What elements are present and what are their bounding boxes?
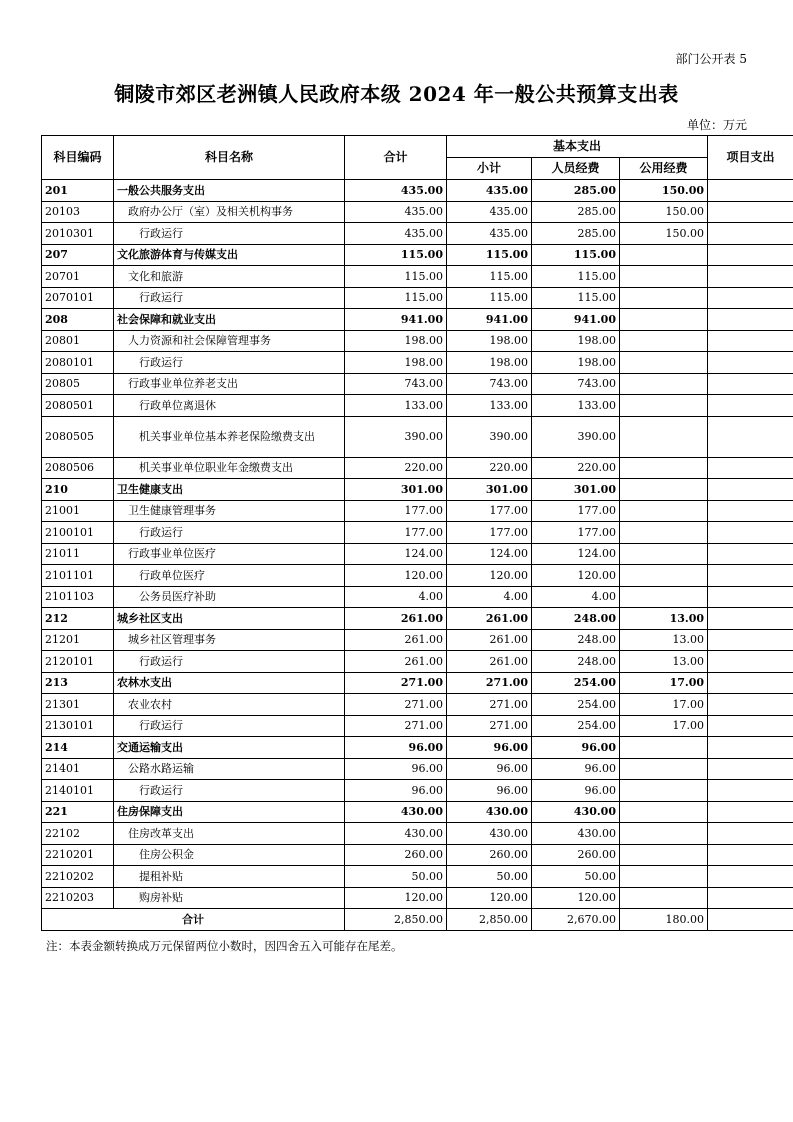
subtotal-cell: 50.00 <box>447 866 532 888</box>
table-row <box>42 823 793 845</box>
total-cell: 198.00 <box>345 330 447 352</box>
total-cell: 271.00 <box>345 672 447 694</box>
table-row <box>42 500 793 522</box>
table-row <box>42 522 793 544</box>
table-row <box>42 608 793 630</box>
table-row <box>42 287 793 309</box>
table-row <box>42 543 793 565</box>
project-cell <box>708 457 793 479</box>
public-cell <box>620 844 708 866</box>
subtotal-cell: 260.00 <box>447 844 532 866</box>
code-cell: 2101101 <box>42 565 114 587</box>
table-row <box>42 223 793 245</box>
name-cell: 卫生健康支出 <box>114 479 345 501</box>
total-personnel-cell: 2,670.00 <box>532 909 620 931</box>
subtotal-cell: 261.00 <box>447 608 532 630</box>
code-cell: 21011 <box>42 543 114 565</box>
name-cell: 农业农村 <box>114 694 345 716</box>
code-cell: 201 <box>42 180 114 202</box>
project-cell <box>708 823 793 845</box>
subtotal-cell: 198.00 <box>447 330 532 352</box>
total-cell: 430.00 <box>345 801 447 823</box>
name-cell: 行政事业单位医疗 <box>114 543 345 565</box>
public-cell: 150.00 <box>620 180 708 202</box>
subtotal-cell: 430.00 <box>447 823 532 845</box>
personnel-cell: 941.00 <box>532 309 620 331</box>
name-cell: 文化和旅游 <box>114 266 345 288</box>
name-cell: 社会保障和就业支出 <box>114 309 345 331</box>
public-cell: 17.00 <box>620 672 708 694</box>
name-cell: 住房公积金 <box>114 844 345 866</box>
code-cell: 2210202 <box>42 866 114 888</box>
public-cell <box>620 887 708 909</box>
name-cell: 行政运行 <box>114 522 345 544</box>
personnel-cell: 285.00 <box>532 201 620 223</box>
personnel-cell: 115.00 <box>532 287 620 309</box>
personnel-cell: 115.00 <box>532 266 620 288</box>
code-cell: 212 <box>42 608 114 630</box>
public-cell: 13.00 <box>620 651 708 673</box>
subtotal-cell: 271.00 <box>447 715 532 737</box>
subtotal-cell: 4.00 <box>447 586 532 608</box>
public-cell <box>620 823 708 845</box>
subtotal-cell: 177.00 <box>447 500 532 522</box>
subtotal-cell: 96.00 <box>447 737 532 759</box>
name-cell: 行政单位离退休 <box>114 395 345 417</box>
project-cell <box>708 500 793 522</box>
project-cell <box>708 180 793 202</box>
project-cell <box>708 694 793 716</box>
personnel-cell: 248.00 <box>532 629 620 651</box>
header-project: 项目支出 <box>708 136 793 180</box>
name-cell: 卫生健康管理事务 <box>114 500 345 522</box>
personnel-cell: 301.00 <box>532 479 620 501</box>
total-cell: 743.00 <box>345 373 447 395</box>
table-row <box>42 844 793 866</box>
table-row <box>42 801 793 823</box>
total-cell: 390.00 <box>345 416 447 457</box>
name-cell: 行政运行 <box>114 715 345 737</box>
project-cell <box>708 608 793 630</box>
code-cell: 22102 <box>42 823 114 845</box>
code-cell: 2120101 <box>42 651 114 673</box>
public-cell: 13.00 <box>620 608 708 630</box>
personnel-cell: 220.00 <box>532 457 620 479</box>
code-cell: 20701 <box>42 266 114 288</box>
public-cell <box>620 801 708 823</box>
project-cell <box>708 844 793 866</box>
total-public-cell: 180.00 <box>620 909 708 931</box>
personnel-cell: 743.00 <box>532 373 620 395</box>
personnel-cell: 115.00 <box>532 244 620 266</box>
total-cell: 301.00 <box>345 479 447 501</box>
personnel-cell: 285.00 <box>532 180 620 202</box>
project-cell <box>708 266 793 288</box>
subtotal-cell: 198.00 <box>447 352 532 374</box>
table-row <box>42 479 793 501</box>
subtotal-cell: 115.00 <box>447 266 532 288</box>
public-cell: 150.00 <box>620 223 708 245</box>
table-row <box>42 309 793 331</box>
table-row <box>42 352 793 374</box>
table-row <box>42 586 793 608</box>
personnel-cell: 198.00 <box>532 352 620 374</box>
name-cell: 城乡社区管理事务 <box>114 629 345 651</box>
name-cell: 提租补贴 <box>114 866 345 888</box>
code-cell: 21001 <box>42 500 114 522</box>
project-cell <box>708 758 793 780</box>
header-name: 科目名称 <box>114 136 345 180</box>
subtotal-cell: 115.00 <box>447 244 532 266</box>
personnel-cell: 260.00 <box>532 844 620 866</box>
total-subtotal-cell: 2,850.00 <box>447 909 532 931</box>
personnel-cell: 133.00 <box>532 395 620 417</box>
public-cell <box>620 266 708 288</box>
personnel-cell: 254.00 <box>532 694 620 716</box>
project-cell <box>708 416 793 457</box>
total-cell: 120.00 <box>345 887 447 909</box>
subtotal-cell: 96.00 <box>447 780 532 802</box>
table-row <box>42 651 793 673</box>
subtotal-cell: 120.00 <box>447 887 532 909</box>
personnel-cell: 120.00 <box>532 565 620 587</box>
project-cell <box>708 565 793 587</box>
project-cell <box>708 801 793 823</box>
personnel-cell: 198.00 <box>532 330 620 352</box>
public-cell <box>620 479 708 501</box>
page-title: 铜陵市郊区老洲镇人民政府本级 2024 年一般公共预算支出表 <box>114 82 679 106</box>
total-cell: 96.00 <box>345 737 447 759</box>
public-cell <box>620 522 708 544</box>
table-row <box>42 565 793 587</box>
code-cell: 20801 <box>42 330 114 352</box>
name-cell: 机关事业单位职业年金缴费支出 <box>114 457 345 479</box>
table-row <box>42 201 793 223</box>
code-cell: 21201 <box>42 629 114 651</box>
name-cell: 交通运输支出 <box>114 737 345 759</box>
total-cell: 260.00 <box>345 844 447 866</box>
header-public: 公用经费 <box>620 158 708 180</box>
subtotal-cell: 261.00 <box>447 651 532 673</box>
public-cell <box>620 309 708 331</box>
project-cell <box>708 309 793 331</box>
total-cell: 198.00 <box>345 352 447 374</box>
public-cell <box>620 543 708 565</box>
public-cell <box>620 457 708 479</box>
personnel-cell: 254.00 <box>532 672 620 694</box>
personnel-cell: 96.00 <box>532 780 620 802</box>
personnel-cell: 96.00 <box>532 737 620 759</box>
code-cell: 214 <box>42 737 114 759</box>
code-cell: 2070101 <box>42 287 114 309</box>
code-cell: 210 <box>42 479 114 501</box>
personnel-cell: 4.00 <box>532 586 620 608</box>
subtotal-cell: 133.00 <box>447 395 532 417</box>
total-cell: 2,850.00 <box>345 909 447 931</box>
total-cell: 120.00 <box>345 565 447 587</box>
header-personnel: 人员经费 <box>532 158 620 180</box>
subtotal-cell: 435.00 <box>447 201 532 223</box>
form-number: 部门公开表 5 <box>675 52 747 66</box>
subtotal-cell: 941.00 <box>447 309 532 331</box>
personnel-cell: 177.00 <box>532 522 620 544</box>
subtotal-cell: 430.00 <box>447 801 532 823</box>
table-header <box>42 136 793 180</box>
code-cell: 2080101 <box>42 352 114 374</box>
project-cell <box>708 330 793 352</box>
table-row <box>42 330 793 352</box>
project-cell <box>708 287 793 309</box>
personnel-cell: 248.00 <box>532 651 620 673</box>
total-cell: 177.00 <box>345 500 447 522</box>
subtotal-cell: 301.00 <box>447 479 532 501</box>
code-cell: 2101103 <box>42 586 114 608</box>
total-cell: 133.00 <box>345 395 447 417</box>
project-cell <box>708 780 793 802</box>
project-cell <box>708 201 793 223</box>
name-cell: 购房补贴 <box>114 887 345 909</box>
header-subtotal: 小计 <box>447 158 532 180</box>
subtotal-cell: 96.00 <box>447 758 532 780</box>
code-cell: 20103 <box>42 201 114 223</box>
name-cell: 行政运行 <box>114 352 345 374</box>
name-cell: 机关事业单位基本养老保险缴费支出 <box>114 416 345 457</box>
personnel-cell: 254.00 <box>532 715 620 737</box>
table-row <box>42 416 793 457</box>
header-basic: 基本支出 <box>447 136 708 158</box>
public-cell <box>620 866 708 888</box>
name-cell: 行政运行 <box>114 651 345 673</box>
header-total: 合计 <box>345 136 447 180</box>
personnel-cell: 430.00 <box>532 801 620 823</box>
code-cell: 2130101 <box>42 715 114 737</box>
subtotal-cell: 177.00 <box>447 522 532 544</box>
name-cell: 住房改革支出 <box>114 823 345 845</box>
public-cell <box>620 586 708 608</box>
total-cell: 435.00 <box>345 223 447 245</box>
total-cell: 177.00 <box>345 522 447 544</box>
public-cell: 17.00 <box>620 715 708 737</box>
total-cell: 220.00 <box>345 457 447 479</box>
code-cell: 2080506 <box>42 457 114 479</box>
project-cell <box>708 223 793 245</box>
table-body <box>42 180 793 909</box>
subtotal-cell: 271.00 <box>447 672 532 694</box>
header-code: 科目编码 <box>42 136 114 180</box>
subtotal-cell: 390.00 <box>447 416 532 457</box>
name-cell: 行政单位医疗 <box>114 565 345 587</box>
public-cell: 17.00 <box>620 694 708 716</box>
total-cell: 4.00 <box>345 586 447 608</box>
project-cell <box>708 672 793 694</box>
personnel-cell: 248.00 <box>532 608 620 630</box>
table-row <box>42 887 793 909</box>
subtotal-cell: 271.00 <box>447 694 532 716</box>
project-cell <box>708 866 793 888</box>
personnel-cell: 285.00 <box>532 223 620 245</box>
subtotal-cell: 435.00 <box>447 223 532 245</box>
code-cell: 2210203 <box>42 887 114 909</box>
project-cell <box>708 651 793 673</box>
code-cell: 2100101 <box>42 522 114 544</box>
project-cell <box>708 629 793 651</box>
total-row <box>42 909 793 931</box>
public-cell <box>620 565 708 587</box>
project-cell <box>708 244 793 266</box>
table-row <box>42 758 793 780</box>
project-cell <box>708 479 793 501</box>
table-row <box>42 457 793 479</box>
public-cell <box>620 330 708 352</box>
public-cell <box>620 373 708 395</box>
table-row <box>42 266 793 288</box>
code-cell: 2080501 <box>42 395 114 417</box>
project-cell <box>708 522 793 544</box>
public-cell <box>620 395 708 417</box>
code-cell: 21301 <box>42 694 114 716</box>
code-cell: 207 <box>42 244 114 266</box>
total-cell: 261.00 <box>345 608 447 630</box>
name-cell: 文化旅游体育与传媒支出 <box>114 244 345 266</box>
name-cell: 人力资源和社会保障管理事务 <box>114 330 345 352</box>
name-cell: 住房保障支出 <box>114 801 345 823</box>
table-row <box>42 866 793 888</box>
table-row <box>42 629 793 651</box>
name-cell: 行政事业单位养老支出 <box>114 373 345 395</box>
budget-table <box>41 135 793 931</box>
code-cell: 2080505 <box>42 416 114 457</box>
public-cell: 13.00 <box>620 629 708 651</box>
public-cell <box>620 780 708 802</box>
personnel-cell: 124.00 <box>532 543 620 565</box>
total-cell: 271.00 <box>345 694 447 716</box>
personnel-cell: 120.00 <box>532 887 620 909</box>
public-cell <box>620 244 708 266</box>
project-cell <box>708 543 793 565</box>
code-cell: 2210201 <box>42 844 114 866</box>
total-cell: 435.00 <box>345 180 447 202</box>
public-cell <box>620 500 708 522</box>
total-cell: 96.00 <box>345 758 447 780</box>
total-cell: 124.00 <box>345 543 447 565</box>
public-cell <box>620 287 708 309</box>
total-cell: 271.00 <box>345 715 447 737</box>
total-cell: 96.00 <box>345 780 447 802</box>
personnel-cell: 96.00 <box>532 758 620 780</box>
total-cell: 261.00 <box>345 651 447 673</box>
code-cell: 2010301 <box>42 223 114 245</box>
table-row <box>42 395 793 417</box>
code-cell: 20805 <box>42 373 114 395</box>
total-cell: 115.00 <box>345 266 447 288</box>
table-row <box>42 180 793 202</box>
project-cell <box>708 715 793 737</box>
total-cell: 430.00 <box>345 823 447 845</box>
code-cell: 21401 <box>42 758 114 780</box>
personnel-cell: 430.00 <box>532 823 620 845</box>
public-cell: 150.00 <box>620 201 708 223</box>
project-cell <box>708 887 793 909</box>
total-cell: 261.00 <box>345 629 447 651</box>
subtotal-cell: 120.00 <box>447 565 532 587</box>
code-cell: 208 <box>42 309 114 331</box>
project-cell <box>708 737 793 759</box>
table-row <box>42 694 793 716</box>
total-cell: 115.00 <box>345 244 447 266</box>
personnel-cell: 50.00 <box>532 866 620 888</box>
project-cell <box>708 586 793 608</box>
subtotal-cell: 261.00 <box>447 629 532 651</box>
total-project-cell <box>708 909 793 931</box>
total-cell: 941.00 <box>345 309 447 331</box>
project-cell <box>708 352 793 374</box>
public-cell <box>620 737 708 759</box>
name-cell: 公务员医疗补助 <box>114 586 345 608</box>
name-cell: 公路水路运输 <box>114 758 345 780</box>
table-row <box>42 672 793 694</box>
subtotal-cell: 743.00 <box>447 373 532 395</box>
public-cell <box>620 758 708 780</box>
subtotal-cell: 115.00 <box>447 287 532 309</box>
personnel-cell: 177.00 <box>532 500 620 522</box>
name-cell: 政府办公厅（室）及相关机构事务 <box>114 201 345 223</box>
total-cell: 435.00 <box>345 201 447 223</box>
subtotal-cell: 124.00 <box>447 543 532 565</box>
name-cell: 农林水支出 <box>114 672 345 694</box>
subtotal-cell: 435.00 <box>447 180 532 202</box>
name-cell: 行政运行 <box>114 780 345 802</box>
table-row <box>42 244 793 266</box>
table-row <box>42 737 793 759</box>
table-row <box>42 780 793 802</box>
project-cell <box>708 373 793 395</box>
name-cell: 城乡社区支出 <box>114 608 345 630</box>
total-cell: 115.00 <box>345 287 447 309</box>
project-cell <box>708 395 793 417</box>
footnote: 注：本表金额转换成万元保留两位小数时，因四舍五入可能存在尾差。 <box>46 939 403 953</box>
total-label: 合计 <box>42 909 345 931</box>
name-cell: 行政运行 <box>114 223 345 245</box>
public-cell <box>620 352 708 374</box>
subtotal-cell: 220.00 <box>447 457 532 479</box>
code-cell: 213 <box>42 672 114 694</box>
name-cell: 行政运行 <box>114 287 345 309</box>
unit-label: 单位：万元 <box>686 118 747 132</box>
table-row <box>42 373 793 395</box>
personnel-cell: 390.00 <box>532 416 620 457</box>
total-cell: 50.00 <box>345 866 447 888</box>
name-cell: 一般公共服务支出 <box>114 180 345 202</box>
code-cell: 221 <box>42 801 114 823</box>
table-row <box>42 715 793 737</box>
code-cell: 2140101 <box>42 780 114 802</box>
public-cell <box>620 416 708 457</box>
